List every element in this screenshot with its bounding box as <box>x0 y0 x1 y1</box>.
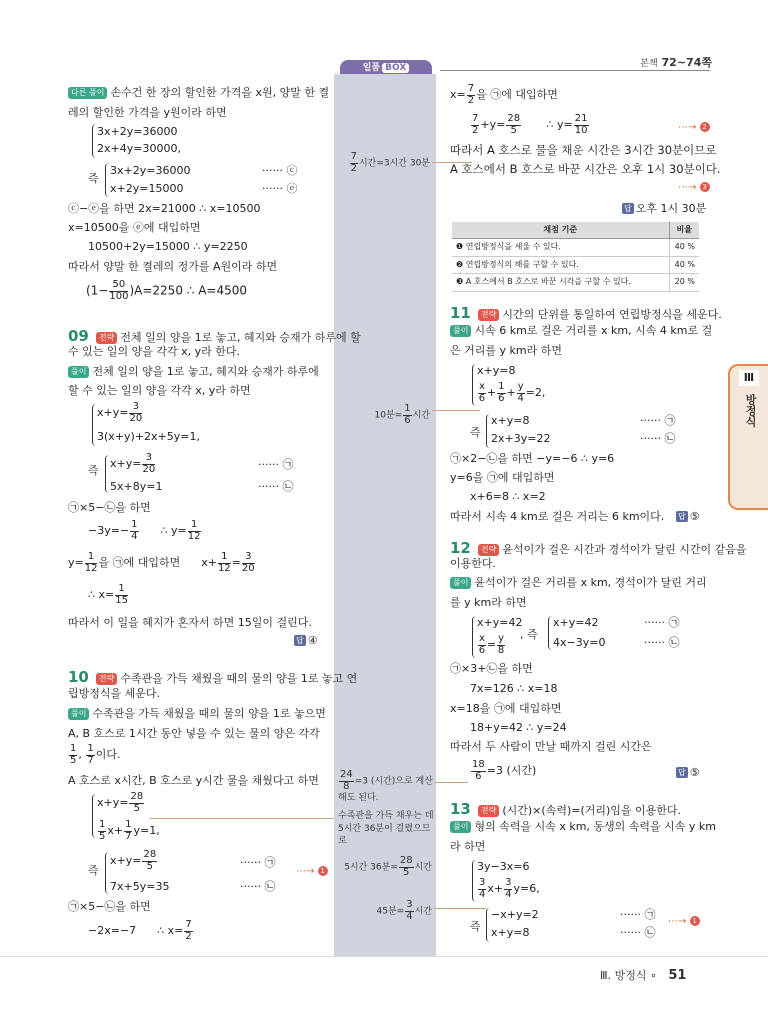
equation-mark: ······ ⓒ <box>262 164 298 177</box>
text: 즉 <box>88 464 99 477</box>
equation: $\frac{x}{6}$ = $\frac{y}{8}$ <box>478 633 505 656</box>
equation: 7x+5y=35 <box>110 880 170 893</box>
equation: y= $\frac{1}{12}$ 을 ㉠에 대입하면 x+ $\frac{1}{12}$ = $\frac{3}{20}$ <box>68 551 255 574</box>
equation: $\frac{x}{6}$ + $\frac{1}{6}$ + $\frac{y}{4}$ =2, <box>478 381 546 404</box>
middle-note: $\frac{7}{2}$ 시간=3시간 30분 <box>350 151 430 174</box>
equation: $\frac{1}{5}$ x+ $\frac{1}{7}$ y=1, <box>99 819 160 842</box>
top-rule <box>440 70 710 71</box>
equation-mark: ······ ㉠ <box>258 458 294 471</box>
text-line: $\frac{1}{5}$ , $\frac{1}{7}$ 이다. <box>70 743 121 766</box>
scoring-table: 채점 기준 비율 ❶ 연립방정식을 세울 수 있다. 40 % ❷ 연립방정식의 해를 구할 수 있다. 40 % ❸ A 호스에서 B 호스로 바꾼 시각을 구할 수 있다. 20 % <box>452 222 699 292</box>
text-line: 따라서 시속 4 km로 걸은 거리는 6 km이다. <box>450 510 665 523</box>
equation: 3x+2y=36000 <box>110 164 191 177</box>
middle-note: 10분= $\frac{1}{6}$ 시간 <box>374 403 430 426</box>
text-line: 풀이 형의 속력을 시속 x km, 동생의 속력을 시속 y km <box>450 818 716 835</box>
text: 즉 <box>470 920 481 933</box>
text-line: 할 수 있는 일의 양을 각각 x, y라 하면 <box>68 384 251 397</box>
text-line: ㉠×3+㉡을 하면 <box>450 662 533 675</box>
q12-header: 12 전략 윤석이가 걸은 시간과 경석이가 달린 시간이 같음을 <box>450 539 747 557</box>
equation: 4x−3y=0 <box>553 636 606 649</box>
text-line: ⓒ−ⓔ을 하면 2x=21000 ∴ x=10500 <box>68 202 261 215</box>
equation-mark: ······ ⓔ <box>262 182 298 195</box>
equation: x+y=8 <box>491 414 530 427</box>
equation: 2x+3y=22 <box>491 432 551 445</box>
answer: 답 오후 1시 30분 <box>624 202 707 215</box>
equation: x+y= $\frac{3}{20}$ <box>97 401 143 424</box>
q09-header: 09 전략 전체 일의 양을 1로 놓고, 혜지와 승재가 하루에 할 <box>68 327 361 345</box>
q13-header: 13 전략 (시간)×(속력)=(거리)임을 이용한다. <box>450 800 682 818</box>
equation: x+y=42 <box>553 616 599 629</box>
equation: x+y=8 <box>491 926 530 939</box>
step-marker: ⋯→ 3 <box>678 180 710 196</box>
q11-header: 11 전략 시간의 단위를 통일하여 연립방정식을 세운다. <box>450 304 722 322</box>
box-tab: 일품 BOX <box>340 60 432 76</box>
text: 즉 <box>88 172 99 185</box>
text-line: 18+y=42 ∴ y=24 <box>470 721 567 734</box>
text-line: A 호스로 x시간, B 호스로 y시간 물을 채웠다고 하면 <box>68 774 319 787</box>
answer: 답 ⑤ <box>678 510 700 523</box>
text-line: y=6을 ㉠에 대입하면 <box>450 471 555 484</box>
equation: 3(x+y)+2x+5y=1, <box>97 430 200 443</box>
q10-header: 10 전략 수족관을 가득 채웠을 때의 물의 양을 1로 놓고 연 <box>68 668 358 686</box>
leader-line <box>434 908 486 909</box>
text-line: ㉠×5−㉡을 하면 <box>68 501 151 514</box>
middle-note: 45분= $\frac{3}{4}$ 시간 <box>376 899 432 922</box>
text-line: x+6=8 ∴ x=2 <box>470 490 546 503</box>
text: , 즉 <box>520 628 538 641</box>
text-line: 레의 할인한 가격을 y원이라 하면 <box>68 106 227 119</box>
page-footer: Ⅲ. 방정식 ∘ 51 <box>600 968 687 983</box>
text-line: 따라서 두 사람이 만날 때까지 걸린 시간은 <box>450 740 652 753</box>
text-line: 이용한다. <box>450 557 497 570</box>
text-line: 은 거리를 y km라 하면 <box>450 344 562 357</box>
alt-solution-line: 다른 풀이 손수건 한 장의 할인한 가격을 x원, 양말 한 켤 <box>68 84 329 101</box>
equation: 3y−3x=6 <box>477 860 530 873</box>
text-line: 10500+2y=15000 ∴ y=2250 <box>88 240 248 253</box>
text-line: ㉠×2−㉡을 하면 −y=−6 ∴ y=6 <box>450 452 615 465</box>
equation-mark: ······ ㉡ <box>620 926 656 939</box>
text-line: 를 y km라 하면 <box>450 596 527 609</box>
equation: x= $\frac{7}{2}$ 을 ㉠에 대입하면 <box>450 83 558 106</box>
answer: 답 ⑤ <box>678 766 700 779</box>
equation: −2x=−7 ∴ x= $\frac{7}{2}$ <box>88 919 192 942</box>
text-line: 따라서 이 일을 혜지가 혼자서 하면 15일이 걸린다. <box>68 616 312 629</box>
text-line: ㉠×5−㉡을 하면 <box>68 900 151 913</box>
equation: $\frac{18}{6}$ =3 (시간) <box>472 759 537 782</box>
text-line: 따라서 A 호스로 물을 채운 시간은 3시간 30분이므로 <box>450 143 717 157</box>
equation-mark: ······ ㉡ <box>640 432 676 445</box>
leader-line <box>150 818 334 819</box>
equation: −3y=− $\frac{1}{4}$ ∴ y= $\frac{1}{12}$ <box>88 519 201 542</box>
equation-mark: ······ ㉠ <box>620 908 656 921</box>
equation: x+y= $\frac{3}{20}$ <box>110 452 156 475</box>
equation: ∴ x= $\frac{1}{15}$ <box>88 583 128 606</box>
equation: x+2y=15000 <box>110 182 184 195</box>
text-line: 립방정식을 세운다. <box>68 687 161 700</box>
text-line: 풀이 시속 6 km로 걸은 거리를 x km, 시속 4 km로 걸 <box>450 322 712 339</box>
equation-mark: ······ ㉠ <box>640 414 676 427</box>
text-line: 라 하면 <box>450 840 486 853</box>
text-line: x=18을 ㉠에 대입하면 <box>450 702 562 715</box>
text-line: A, B 호스로 1시간 동안 넣을 수 있는 물의 양은 각각 <box>68 727 320 740</box>
middle-note: $\frac{24}{8}$ =3 (시간)으로 계산 해도 된다. <box>338 769 433 803</box>
equation: x+y= $\frac{28}{5}$ <box>110 849 157 872</box>
text-line: 7x=126 ∴ x=18 <box>470 682 558 695</box>
text-line: 수 있는 일의 양을 각각 x, y라 한다. <box>68 345 240 358</box>
text-line: 따라서 양말 한 켤레의 정가를 A원이라 하면 <box>68 260 278 273</box>
equation: $\frac{7}{2}$ +y= $\frac{28}{5}$ ∴ y= $\frac{21}{10}$ <box>472 113 588 136</box>
equation: 5x+8y=1 <box>110 480 163 493</box>
equation: −x+y=2 <box>491 908 539 921</box>
middle-note: 5시간 36분= $\frac{28}{5}$ 시간 <box>344 855 432 878</box>
text-line: 풀이 전체 일의 양을 1로 놓고, 혜지와 승재가 하루에 <box>68 363 319 380</box>
equation-mark: ······ ㉡ <box>240 880 276 893</box>
equation: 2x+4y=30000, <box>97 142 181 155</box>
leader-line <box>434 782 468 783</box>
text-line: x=10500을 ⓔ에 대입하면 <box>68 221 201 234</box>
equation: (1− $\frac{50}{100}$ )A=2250 ∴ A=4500 <box>86 279 248 302</box>
leader-line <box>432 410 480 411</box>
text: 즉 <box>88 864 99 877</box>
text-line: 풀이 윤석이가 걸은 거리를 x km, 경석이가 달린 거리 <box>450 574 707 591</box>
answer: 답 ④ <box>296 634 318 647</box>
chapter-side-tab[interactable]: Ⅲ 방정식 <box>728 364 768 510</box>
page-reference: 본책 72~74쪽 <box>640 56 712 69</box>
equation: x+y= $\frac{28}{5}$ <box>97 791 144 814</box>
text-line: A 호스에서 B 호스로 바꾼 시간은 오후 1시 30분이다. <box>450 162 721 176</box>
equation: x+y=42 <box>477 616 523 629</box>
equation-mark: ······ ㉠ <box>644 616 680 629</box>
text-line: 풀이 수족관을 가득 채웠을 때의 물의 양을 1로 놓으면 <box>68 705 326 722</box>
text: 즉 <box>470 426 481 439</box>
equation: 3x+2y=36000 <box>97 125 178 138</box>
step-marker: ⋯→ 1 <box>668 914 700 930</box>
step-marker: ⋯→ 2 <box>678 120 710 136</box>
equation-mark: ······ ㉠ <box>240 856 276 869</box>
equation-mark: ······ ㉡ <box>644 636 680 649</box>
footer-rule <box>0 956 768 957</box>
equation-mark: ······ ㉡ <box>258 480 294 493</box>
middle-note: 수족관을 가득 채우는 데 5시간 36분이 걸렸으므 로 <box>338 811 434 847</box>
equation: $\frac{3}{4}$ x+ $\frac{3}{4}$ y=6, <box>479 877 540 900</box>
step-marker: ⋯→ 1 <box>296 864 328 880</box>
equation: x+y=8 <box>477 364 516 377</box>
